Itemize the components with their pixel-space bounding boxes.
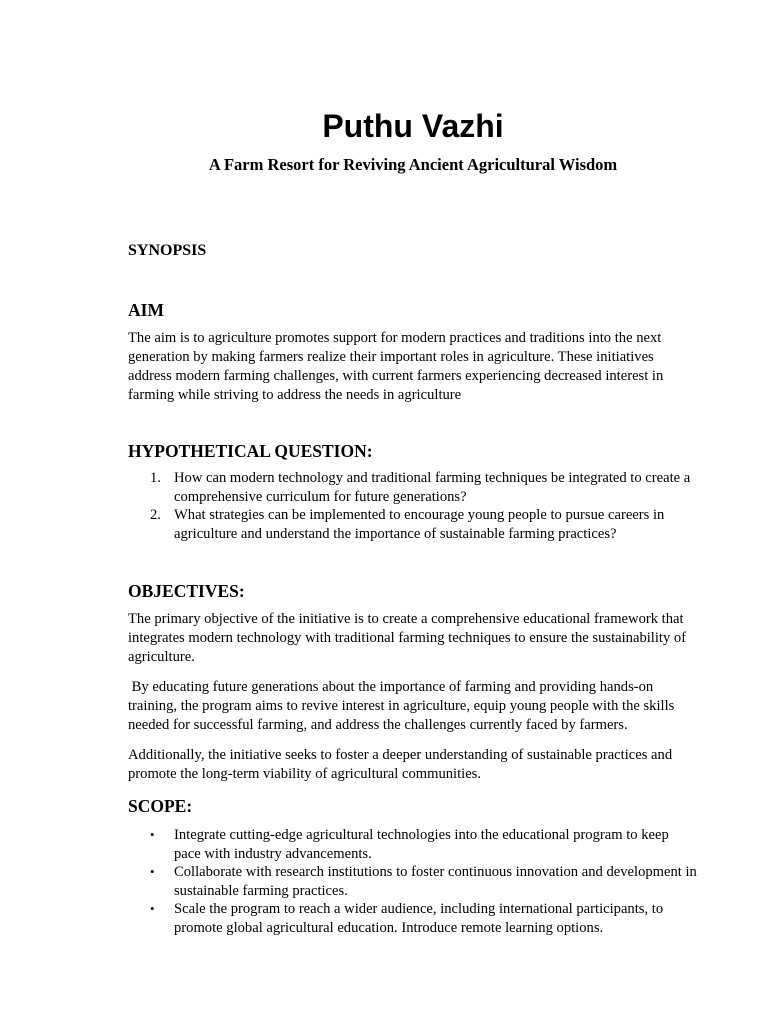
list-item bbox=[128, 469, 698, 506]
list-item-text: Collaborate with research institutions to foster continuous innovation and development in sustainable farming practices. bbox=[174, 864, 697, 899]
list-item-text: How can modern technology and traditional farming techniques be integrated to create a comprehensive curriculum for future generations? bbox=[174, 470, 691, 505]
aim-heading: AIM bbox=[128, 300, 164, 320]
list-item-text: Scale the program to reach a wider audience, including international participants, to promote global agricultural education. Introduce remote learning options. bbox=[174, 901, 664, 936]
bullet-icon: • bbox=[150, 827, 155, 842]
document-title: Puthu Vazhi bbox=[322, 108, 504, 144]
bullet-icon: • bbox=[150, 901, 155, 916]
scope-list bbox=[128, 826, 698, 937]
objectives-paragraph: Additionally, the initiative seeks to foster a deeper understanding of sustainable practices and promote the long-term viability of agricultural communities. bbox=[128, 747, 673, 782]
hypothetical-question-heading: HYPOTHETICAL QUESTION: bbox=[128, 441, 373, 461]
list-item bbox=[128, 900, 698, 937]
list-number: 2. bbox=[150, 507, 161, 523]
list-item-text: Integrate cutting-edge agricultural technologies into the educational program to keep pace with industry advancements. bbox=[174, 827, 669, 862]
list-item bbox=[128, 506, 698, 543]
list-item bbox=[128, 863, 698, 900]
objectives-paragraph: The primary objective of the initiative is to create a comprehensive educational framework that integrates modern technology with traditional farming techniques to ensure the sustainability of agriculture. bbox=[128, 611, 687, 665]
document-subtitle: A Farm Resort for Reviving Ancient Agricultural Wisdom bbox=[208, 155, 618, 174]
scope-heading: SCOPE: bbox=[128, 796, 193, 816]
list-item-text: What strategies can be implemented to encourage young people to pursue careers in agriculture and understand the importance of sustainable farming practices? bbox=[174, 507, 665, 542]
aim-paragraph: The aim is to agriculture promotes support for modern practices and traditions into the next generation by making farmers realize their important roles in agriculture. These initiatives address modern farming challenges, with current farmers experiencing decreased interest in farming while striving to address the needs in agriculture bbox=[128, 330, 664, 403]
list-number: 1. bbox=[150, 470, 161, 486]
hypothetical-question-list bbox=[128, 469, 698, 543]
objectives-paragraph: By educating future generations about the importance of farming and providing hands-on training, the program aims to revive interest in agriculture, equip young people with the skills needed for successful farming, and address the challenges currently faced by farmers. bbox=[128, 679, 678, 733]
bullet-icon: • bbox=[150, 864, 155, 879]
list-item bbox=[128, 826, 698, 863]
objectives-heading: OBJECTIVES: bbox=[128, 581, 245, 601]
synopsis-heading: SYNOPSIS bbox=[128, 242, 207, 259]
